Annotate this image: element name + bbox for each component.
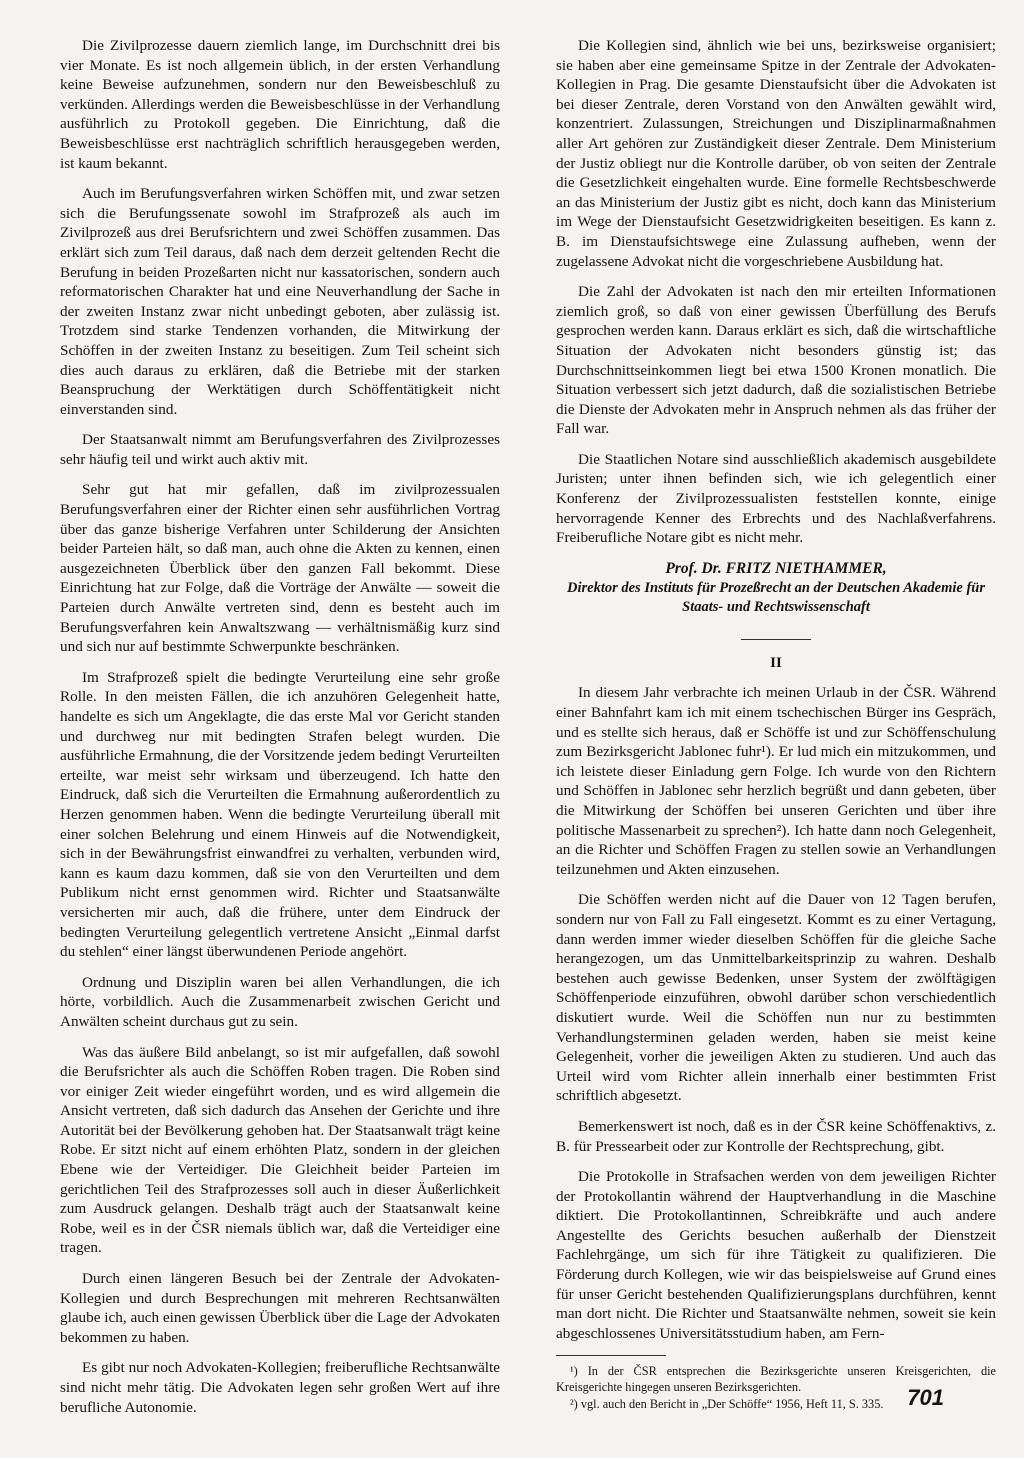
author-affiliation: Direktor des Instituts für Prozeßrecht an der Deutschen Akademie für Staats- und Rechtswissenschaft: [567, 579, 985, 615]
paragraph: Im Strafprozeß spielt die bedingte Verurteilung eine sehr große Rolle. In den meisten Fällen, die ich anzuhören Gelegenheit hatte, handelte es sich um Angeklagte, die das erste Mal vor Gericht standen und durchweg nur mit bedingten Strafen belegt wurden. Die ausführliche Ermahnung, die der Vorsitzende jedem bedingt Verurteilten erteilte, war meist sehr wirksam und überzeugend. Ich hatte den Eindruck, daß sich die Verurteilten die Ermahnung außerordentlich zu Herzen genommen haben. Wenn die bedingte Verurteilung überall mit einer solchen Belehrung und einem Hinweis auf die Notwendigkeit, sich in der Bewährungsfrist einwandfrei zu verhalten, verbunden wird, kann es kaum dazu kommen, daß sie von den Verurteilten und dem Publikum nicht ernst genommen wird. Richter und Staatsanwälte versicherten mir auch, daß die frühere, unter dem Eindruck der bedingten Verurteilung gelegentlich vertretene Ansicht „Einmal darfst du stehlen“ einer längst überwundenen Periode angehört.: [60, 668, 500, 961]
paragraph: Bemerkenswert ist noch, daß es in der ČSR keine Schöffenaktivs, z. B. für Pressearbeit oder zur Kontrolle der Rechtsprechung, gibt.: [556, 1117, 996, 1155]
paragraph: Die Zivilprozesse dauern ziemlich lange, im Durchschnitt drei bis vier Monate. Es ist noch allgemein üblich, in der ersten Verhandlung keine Beweise aufzunehmen, sondern nur den Beweisbeschluß zu verkünden. Allerdings werden die Beweisbeschlüsse in der Verhandlung ausführlich zu Protokoll gegeben. Die Einrichtung, daß die Beweisbeschlüsse erst nachträglich schriftlich herausgegeben werden, ist kaum bekannt.: [60, 37, 500, 172]
paragraph: Was das äußere Bild anbelangt, so ist mir aufgefallen, daß sowohl die Berufsrichter als auch die Schöffen Roben tragen. Die Roben sind vor einiger Zeit wieder eingeführt worden, und es wird allgemein die Ansicht vertreten, daß sich dadurch das Ansehen der Gerichte und ihre Autorität bei der Bevölkerung gehoben hat. Der Staatsanwalt trägt keine Robe. Er sitzt nicht auf einem erhöhten Platz, sondern in der gleichen Ebene wie der Verteidiger. Die Gleichheit beider Parteien im gerichtlichen Teil des Strafprozesses soll auch in dieser Äußerlichkeit zum Ausdruck gelangen. Deshalb trägt auch der Staatsanwalt keine Robe, weil es in der ČSR niemals üblich war, daß die Verteidiger eine tragen.: [60, 1043, 500, 1257]
section-number: II: [770, 654, 782, 671]
paragraph: Die Zahl der Advokaten ist nach den mir erteilten Informationen ziemlich groß, so daß von einer gewissen Überfüllung des Berufs gesprochen werden kann. Daraus erklärt es sich, daß die wirtschaftliche Situation der Advokaten nicht besonders günstig ist; das Durchschnittseinkommen liegt bei etwa 1500 Kronen monatlich. Die Situation verbessert sich jetzt dadurch, daß die sozialistischen Betriebe die Dienste der Advokaten mehr in Anspruch nehmen als das früher der Fall war.: [556, 283, 996, 438]
paragraph: Die Schöffen werden nicht auf die Dauer von 12 Tagen berufen, sondern nur von Fall zu Fall eingesetzt. Kommt es zu einer Vertagung, dann werden immer wieder dieselben Schöffen für die gleiche Sache herangezogen, um das Unmittelbarkeitsprinzip zu wahren. Deshalb bestehen auch gewisse Bedenken, unser System der zwölftägigen Schöffenperiode einzuführen, obwohl darüber schon verschiedentlich diskutiert wurde. Weil die Schöffen nun nur zu bestimmten Verhandlungsterminen geladen werden, haben sie meist keine Gelegenheit, vorher die jeweiligen Akten zu studieren. Und auch das Urteil wird vom Richter allein innerhalb einer bestimmten Frist schriftlich abgesetzt.: [556, 891, 996, 1105]
paragraph: In diesem Jahr verbrachte ich meinen Urlaub in der ČSR. Während einer Bahnfahrt kam ich mit einem tschechischen Bürger ins Gespräch, und es stellte sich heraus, daß er Schöffe ist und zur Schöffenschulung zum Bezirksgericht Jablonec fuhr¹). Er lud mich ein mitzukommen, und ich leistete dieser Einladung gern Folge. Ich wurde von den Richtern und Schöffen in Jablonec sehr herzlich begrüßt und dann gebeten, über die Mitwirkung der Schöffen bei unseren Gerichten und über ihre politische Massenarbeit zu sprechen²). Ich hatte dann noch Gelegenheit, an die Richter und Schöffen Fragen zu stellen sowie an Verhandlungen teilzunehmen und Akten einzusehen.: [556, 684, 996, 878]
paragraph: Ordnung und Disziplin waren bei allen Verhandlungen, die ich hörte, vorbildlich. Auch die Zusammenarbeit zwischen Gericht und Anwälten scheint durchaus gut zu sein.: [60, 973, 500, 1030]
right-column: [556, 36, 996, 1428]
paragraph: Durch einen längeren Besuch bei der Zentrale der Advokaten-Kollegien und durch Besprechungen mit mehreren Rechtsanwälten glaube ich, auch einen gewissen Überblick über die Lage der Advokaten bekommen zu haben.: [60, 1270, 500, 1346]
footnote: ²) vgl. auch den Bericht in „Der Schöffe“ 1956, Heft 11, S. 335.: [570, 1397, 884, 1412]
paragraph: Der Staatsanwalt nimmt am Berufungsverfahren des Zivilprozesses sehr häufig teil und wirkt auch aktiv mit.: [60, 431, 500, 468]
section-divider: [741, 639, 811, 640]
author-byline: [556, 559, 996, 617]
paragraph: Die Staatlichen Notare sind ausschließlich akademisch ausgebildete Juristen; unter ihnen befinden sich, wie ich gelegentlich einer Konferenz der Zivilprozessualisten feststellen konnte, einige hervorragende Kenner des Erbrechts und des Nachlaßverfahrens. Freiberufliche Notare gibt es nicht mehr.: [556, 450, 996, 547]
footnote: ¹) In der ČSR entsprechen die Bezirksgerichte unseren Kreisgerichten, die Kreisgerichte hingegen unseren Bezirksgerichten.: [556, 1364, 996, 1394]
page-number: 701: [907, 1385, 944, 1410]
footnote-divider: [556, 1355, 666, 1356]
left-column: [60, 36, 500, 1428]
author-name: Prof. Dr. FRITZ NIETHAMMER,: [665, 559, 887, 577]
paragraph: Es gibt nur noch Advokaten-Kollegien; freiberufliche Rechtsanwälte sind nicht mehr tätig. Die Advokaten legen sehr großen Wert auf ihre berufliche Autonomie.: [60, 1359, 500, 1416]
paragraph: Sehr gut hat mir gefallen, daß im zivilprozessualen Berufungsverfahren einer der Richter einen sehr ausführlichen Vortrag über das ganze bisherige Verfahren unter Schilderung der Ansichten beider Parteien hält, so daß man, auch ohne die Akten zu kennen, einen ausgezeichneten Überblick über den ganzen Fall bekommt. Diese Einrichtung hat zur Folge, daß die Vorträge der Anwälte — soweit die Parteien durch Anwälte vertreten sind, denn es besteht auch im Berufungsverfahren kein Anwaltszwang — verhältnismäßig kurz sind und sich nur auf bestimmte Schwerpunkte beschränken.: [60, 481, 500, 656]
paragraph: Die Protokolle in Strafsachen werden von dem jeweiligen Richter der Protokollantin während der Hauptverhandlung in die Maschine diktiert. Die Protokollantinnen, Schreibkräfte und auch andere Angestellte des Gerichts besuchen außerhalb der Dienstzeit Fachlehrgänge, um sich für ihre Tätigkeit zu qualifizieren. Die Förderung durch Kollegen, wie wir das beispielsweise auf Grund eines für unser Gericht bestehenden Qualifizierungsplans durchführen, kennt man dort nicht. Die Richter und Staatsanwälte nehmen, soweit sie kein abgeschlossenes Universitätsstudium haben, am Fern-: [556, 1168, 996, 1342]
paragraph: Auch im Berufungsverfahren wirken Schöffen mit, und zwar setzen sich die Berufungssenate sowohl im Strafprozeß als auch im Zivilprozeß aus drei Berufsrichtern und zwei Schöffen zusammen. Das erklärt sich zum Teil daraus, daß nach dem derzeit geltenden Recht die Berufung in beiden Prozeßarten nicht nur kassatorischen, sondern auch reformatorischen Charakter hat und eine Neuverhandlung der Sache in der zweiten Instanz zwar nicht unbedingt geboten, aber zulässig ist. Trotzdem sind starke Tendenzen vorhanden, die Mitwirkung der Schöffen in der zweiten Instanz zu beseitigen. Zum Teil scheint sich dies auch daraus zu erklären, daß die Betriebe mit der starken Beanspruchung der Werktätigen durch Schöffentätigkeit nicht einverstanden sind.: [60, 185, 500, 418]
text-columns: [60, 36, 996, 1428]
paragraph: Die Kollegien sind, ähnlich wie bei uns, bezirksweise organisiert; sie haben aber eine gemeinsame Spitze in der Zentrale der Advokaten-Kollegien in Prag. Die gesamte Dienstaufsicht über die Advokaten ist bei dieser Zentrale, deren Vorstand von den Anwälten gewählt wird, konzentriert. Zulassungen, Streichungen und Disziplinarmaßnahmen aller Art gehören zur Zuständigkeit dieser Zentrale. Dem Ministerium der Justiz obliegt nur die Kontrolle darüber, ob von seiten der Zentrale die Gesetzlichkeit eingehalten wurde. Eine formelle Rechtsbeschwerde an das Ministerium der Justiz gibt es nicht, doch kann das Ministerium im Wege der Dienstaufsicht Gesetzwidrigkeiten beseitigen. Es kann z. B. im Dienstaufsichtswege eine Zulassung aufheben, wenn der zugelassene Advokat nicht die vorgeschriebene Ausbildung hat.: [556, 37, 996, 270]
